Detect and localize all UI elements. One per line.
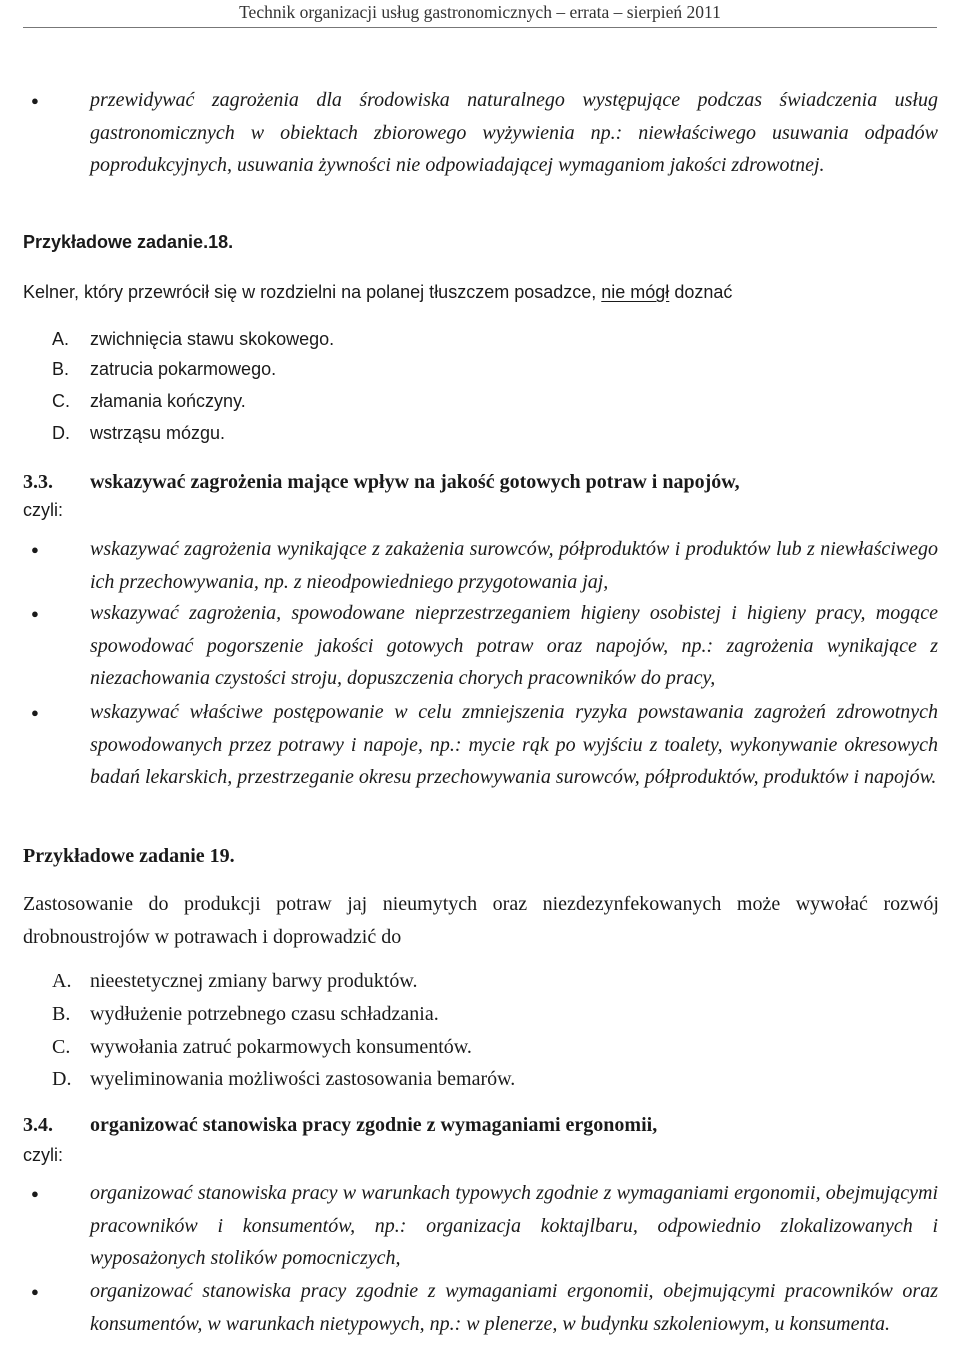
option-text: zatrucia pokarmowego. xyxy=(90,359,277,379)
option-text: złamania kończyny. xyxy=(90,391,246,411)
q19-option xyxy=(52,1003,439,1026)
option-text: wyeliminowania możliwości zastosowania bemarów. xyxy=(90,1068,516,1090)
q18-option xyxy=(52,391,246,412)
q18-option xyxy=(52,359,276,380)
section-3-4-heading xyxy=(23,1114,657,1137)
option-letter: D. xyxy=(52,423,70,443)
section-number: 3.3. xyxy=(23,471,53,493)
q18-option xyxy=(52,329,334,350)
q18-stem-after: doznać xyxy=(669,282,733,302)
option-text: wydłużenie potrzebnego czasu schładzania. xyxy=(90,1003,439,1025)
option-letter: A. xyxy=(52,970,72,992)
option-letter: A. xyxy=(52,329,70,349)
q19-stem: Zastosowanie do produkcji potraw jaj nieumytych oraz niezdezynfekowanych może wywołać rozwój drobnoustrojów w potrawach i doprowadzić do xyxy=(23,893,939,948)
bullet-text-3-3-1: wskazywać zagrożenia wynikające z zakażenia surowców, półproduktów i produktów lub z niewłaściwego ich przechowywania, np. z nieodpowiedniego przygotowania jaj, xyxy=(90,538,938,593)
page-header: Technik organizacji usług gastronomicznych – errata – sierpień 2011 xyxy=(239,2,721,22)
q18-stem-before: Kelner, który przewrócił się w rozdzielni na polanej tłuszczem posadzce, xyxy=(23,282,602,302)
bullet-dot: ● xyxy=(31,606,39,621)
section-number: 3.4. xyxy=(23,1114,53,1136)
option-text: wywołania zatruć pokarmowych konsumentów. xyxy=(90,1036,472,1058)
czyli-label: czyli: xyxy=(23,500,63,520)
option-letter: C. xyxy=(52,1036,71,1058)
q19-title: Przykładowe zadanie 19. xyxy=(23,845,235,867)
q18-title: Przykładowe zadanie.18. xyxy=(23,232,234,252)
section-title: wskazywać zagrożenia mające wpływ na jakość gotowych potraw i napojów, xyxy=(90,471,740,493)
q19-option xyxy=(52,970,417,993)
bullet-dot: ● xyxy=(31,1284,39,1299)
q19-option xyxy=(52,1068,515,1091)
bullet-text-top: przewidywać zagrożenia dla środowiska naturalnego występujące podczas świadczenia usług gastronomicznych w obiektach zbiorowego wyżywienia np.: niewłaściwego usuwania odpadów poprodukcyjnych, usuwania żywności nie odpowiadającej wymaganiom jakości zdrowotnej. xyxy=(90,89,938,176)
header-divider xyxy=(23,27,937,28)
bullet-dot: ● xyxy=(31,705,39,720)
bullet-text-3-3-3: wskazywać właściwe postępowanie w celu zmniejszenia ryzyka powstawania zagrożeń zdrowotnych spowodowanych przez potrawy i napoje, np.: mycie rąk po wyjściu z toalety, wykonywanie okresowych badań lekarskich, przestrzeganie okresu przechowywania surowców, półproduktów, produktów i napojów. xyxy=(90,701,938,788)
bullet-dot: ● xyxy=(31,542,39,557)
option-text: wstrząsu mózgu. xyxy=(90,423,226,443)
section-3-3-heading xyxy=(23,471,740,494)
bullet-text-3-4-2: organizować stanowiska pracy zgodnie z wymaganiami ergonomii, obejmującymi pracowników oraz konsumentów, w warunkach nietypowych, np.: w plenerze, w budynku szkoleniowym, u konsumenta. xyxy=(90,1280,938,1335)
bullet-dot: ● xyxy=(31,93,39,108)
option-letter: C. xyxy=(52,391,70,411)
czyli-label: czyli: xyxy=(23,1145,63,1165)
q18-stem-underlined: nie mógł xyxy=(601,282,670,302)
option-letter: D. xyxy=(52,1068,72,1090)
bullet-text-3-3-2: wskazywać zagrożenia, spowodowane nieprzestrzeganiem higieny osobistej i higieny pracy, mogące spowodować pogorszenie jakości gotowych potraw oraz napojów, np.: zagrożenia wynikające z niezachowania czystości stroju, dopuszczenia chorych pracowników do pracy, xyxy=(90,602,938,689)
option-text: zwichnięcia stawu skokowego. xyxy=(90,329,335,349)
q19-option xyxy=(52,1036,472,1059)
option-letter: B. xyxy=(52,1003,71,1025)
option-text: nieestetycznej zmiany barwy produktów. xyxy=(90,970,418,992)
bullet-text-3-4-1: organizować stanowiska pracy w warunkach typowych zgodnie z wymaganiami ergonomii, obejmującymi pracowników i konsumentów, np.: organizacja koktajlbaru, odpowiednio zlokalizowanych i wyposażonych stolików pomocniczych, xyxy=(90,1182,938,1269)
q18-stem xyxy=(23,282,732,303)
q18-option xyxy=(52,423,225,444)
option-letter: B. xyxy=(52,359,70,379)
bullet-dot: ● xyxy=(31,1186,39,1201)
section-title: organizować stanowiska pracy zgodnie z wymaganiami ergonomii, xyxy=(90,1114,658,1136)
